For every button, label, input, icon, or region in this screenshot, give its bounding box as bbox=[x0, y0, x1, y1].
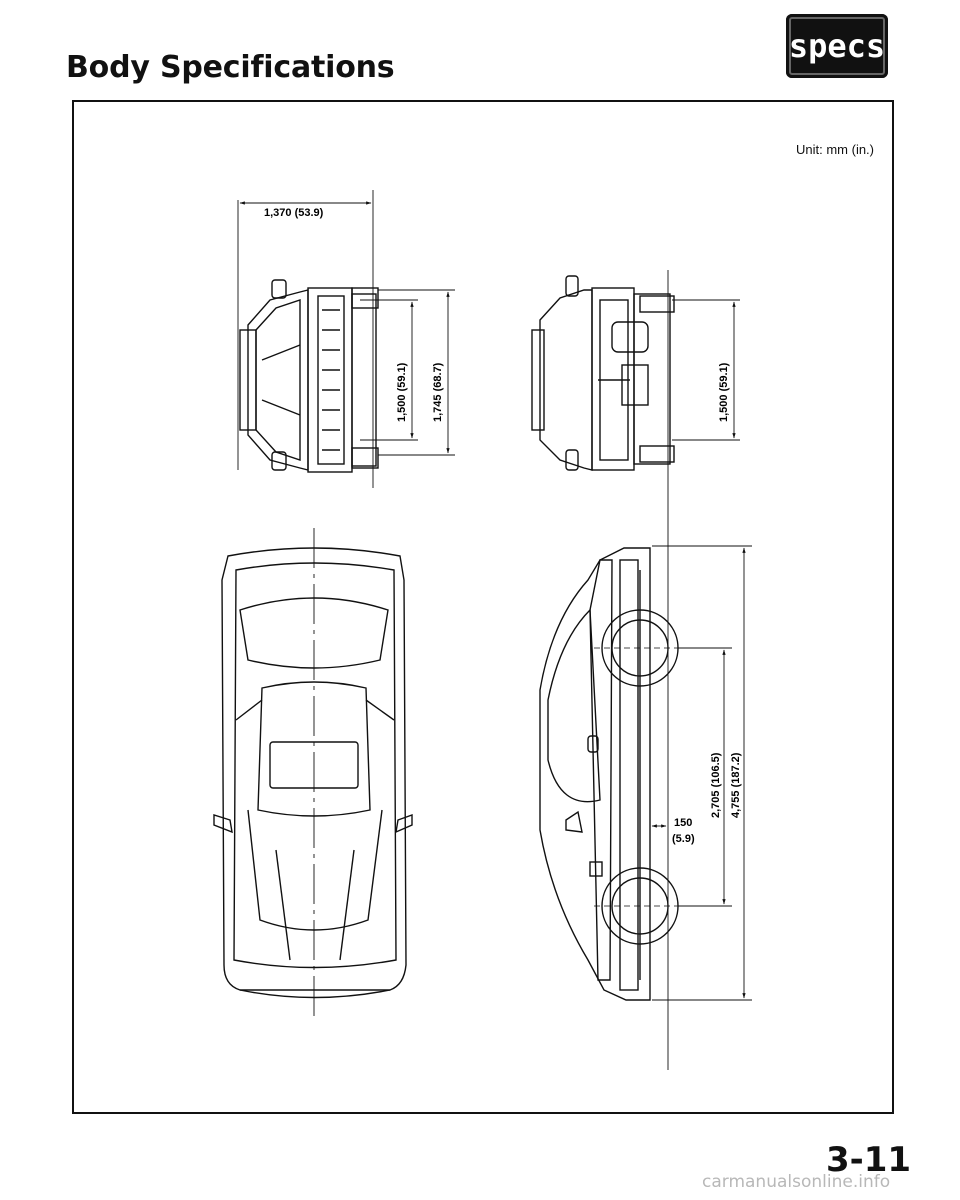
ground-clearance-in-label: (5.9) bbox=[672, 833, 695, 845]
wheelbase-label: 2,705 (106.5) bbox=[710, 752, 722, 818]
overall-width-label: 1,745 (68.7) bbox=[432, 362, 444, 422]
rear-track-label: 1,370 (53.9) bbox=[264, 207, 324, 219]
page-title: Body Specifications bbox=[66, 50, 395, 85]
front-height-label: 1,500 (59.1) bbox=[718, 362, 730, 422]
unit-label: Unit: mm (in.) bbox=[796, 142, 874, 157]
page-number: 3-11 bbox=[826, 1140, 912, 1180]
rear-height-label: 1,500 (59.1) bbox=[396, 362, 408, 422]
front-view-drawing bbox=[532, 276, 674, 470]
side-view-drawing bbox=[540, 548, 650, 1000]
ground-clearance-mm-label: 150 bbox=[674, 817, 693, 829]
top-view-drawing bbox=[214, 548, 412, 998]
footer-url: carmanualsonline.info bbox=[702, 1172, 891, 1192]
overall-length-label: 4,755 (187.2) bbox=[730, 752, 742, 818]
rear-dimension-lines bbox=[238, 190, 455, 488]
front-wheel bbox=[594, 600, 686, 696]
rear-view-drawing bbox=[240, 280, 378, 472]
rear-wheel bbox=[594, 858, 686, 954]
specs-badge: specs bbox=[786, 14, 888, 78]
